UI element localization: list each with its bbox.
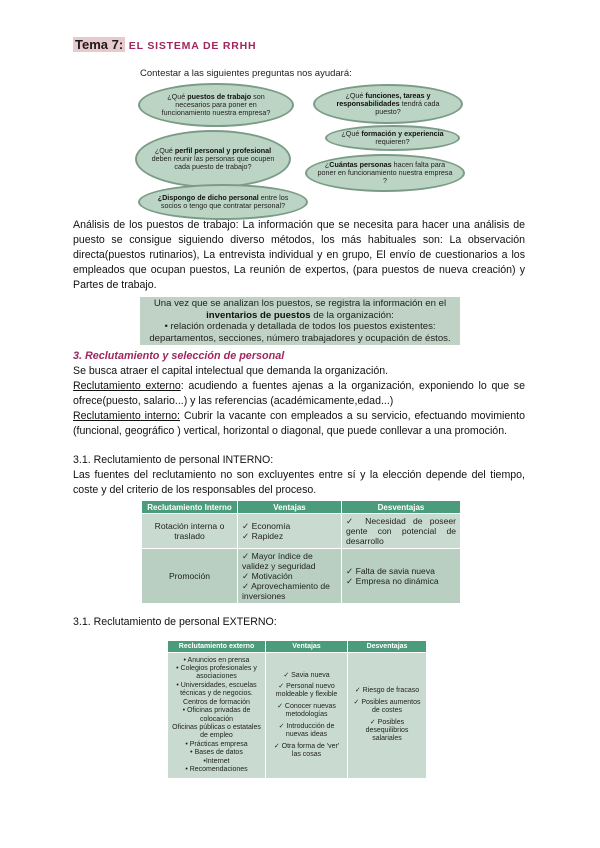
inventory-line: Una vez que se analizan los puestos, se registra la información en el (153, 298, 447, 309)
table-cell: ✓ Mayor índice de validez y seguridad ✓ Motivación ✓ Aprovechamiento de inversiones (238, 549, 342, 604)
table-row (142, 549, 461, 604)
table-header: Reclutamiento Interno (142, 501, 238, 514)
page-header (73, 37, 256, 52)
table-header: Desventajas (342, 501, 461, 514)
internal-recruitment-paragraph: Reclutamiento interno: Cubrir la vacante con empleados a su servicio, efectuando movimiento (funcional, geográfico ) vertical, horizontal o diagonal, que puede conllevar a una promoción. (73, 410, 525, 437)
analysis-paragraph: Análisis de los puestos de trabajo: La información que se necesita para hacer una análisis de puesto se consigue siguiendo diverso métodos, los más habituales son: La observación directa(puestos rutinarios), La entrevista individual y en grupo, El envío de cuestionarios a los empleados que ocupan puestos, La reunión de expertos, (para puestos de nueva creación) y Partes de trabajo. (73, 219, 525, 291)
figure-caption: Contestar a las siguientes preguntas nos ayudará: (140, 68, 352, 79)
internal-label: Reclutamiento interno: (73, 410, 180, 422)
table-cell: ✓ Savia nueva ✓ Personal nuevo moldeable y flexible ✓ Conocer nuevas metodologías ✓ Introducción de nuevas ideas ✓ Otra forma de 'ver' las cosas (266, 653, 348, 779)
section-title: 3. Reclutamiento y selección de personal (73, 350, 285, 362)
question-bubble: ¿Qué funciones, tareas y responsabilidades tendrá cada puesto? (313, 84, 463, 124)
internal-recruitment-table (141, 500, 461, 604)
table-row (142, 514, 461, 549)
subsection-internal: 3.1. Reclutamiento de personal INTERNO: (73, 454, 274, 466)
table-cell: • Anuncios en prensa • Colegios profesionales y asociaciones • Universidades, escuelas técnicas y de negocios. Centros de formación • Oficinas privadas de colocación Oficinas públicas o estatales de empleo • Prácticas empresa • Bases de datos •Internet • Recomendaciones (168, 653, 266, 779)
table-header: Reclutamiento externo (168, 641, 266, 653)
external-recruitment-paragraph: Reclutamiento externo: acudiendo a fuentes ajenas a la organización, exponiendo lo que se ofrece(puesto, salario...) y las referencias (académicamente,edad...) (73, 380, 525, 407)
external-recruitment-table (167, 640, 427, 779)
section-intro: Se busca atraer el capital intelectual que demanda la organización. (73, 365, 389, 377)
table-header: Ventajas (266, 641, 348, 653)
question-bubble: ¿Qué puestos de trabajo son necesarios para poner en funcionamiento nuestra empresa? (138, 83, 294, 127)
table-header: Ventajas (238, 501, 342, 514)
topic-title: EL SISTEMA DE RRHH (128, 40, 257, 52)
table-row (168, 653, 427, 779)
question-bubble: ¿Qué perfil personal y profesional deben reunir las personas que ocupen cada puesto de trabajo? (135, 130, 291, 188)
question-bubble: ¿Dispongo de dicho personal entre los socios o tengo que contratar personal? (138, 184, 308, 220)
table-cell: Promoción (142, 549, 238, 604)
table-cell: Rotación interna o traslado (142, 514, 238, 549)
inventory-line: departamentos, secciones, número trabajadores y ocupación de éstos. (149, 332, 451, 344)
table-cell: ✓ Economía ✓ Rapidez (238, 514, 342, 549)
questions-figure (135, 68, 465, 218)
table-header: Desventajas (348, 641, 427, 653)
question-bubble: ¿Cuántas personas hacen falta para poner en funcionamiento nuestra empresa ? (305, 154, 465, 192)
sources-paragraph: Las fuentes del reclutamiento no son excluyentes entre sí y la elección depende del tiempo, coste y del criterio de los responsables del proceso. (73, 469, 525, 496)
inventory-box (140, 297, 460, 345)
topic-label: Tema 7: (75, 37, 124, 52)
question-bubble: ¿Qué formación y experiencia requieren? (325, 125, 460, 151)
inventory-line: inventarios de puestos de la organización: (206, 309, 394, 321)
table-cell: ✓ Falta de savia nueva ✓ Empresa no dinámica (342, 549, 461, 604)
subsection-external: 3.1. Reclutamiento de personal EXTERNO: (73, 616, 277, 628)
external-label: Reclutamiento externo (73, 380, 181, 392)
inventory-line: • relación ordenada y detallada de todos los puestos existentes: (164, 321, 436, 332)
table-cell: ✓ Riesgo de fracaso ✓ Posibles aumentos de costes ✓ Posibles desequilibrios salariales (348, 653, 427, 779)
table-cell: ✓ Necesidad de poseer gente con potencial de desarrollo (342, 514, 461, 549)
